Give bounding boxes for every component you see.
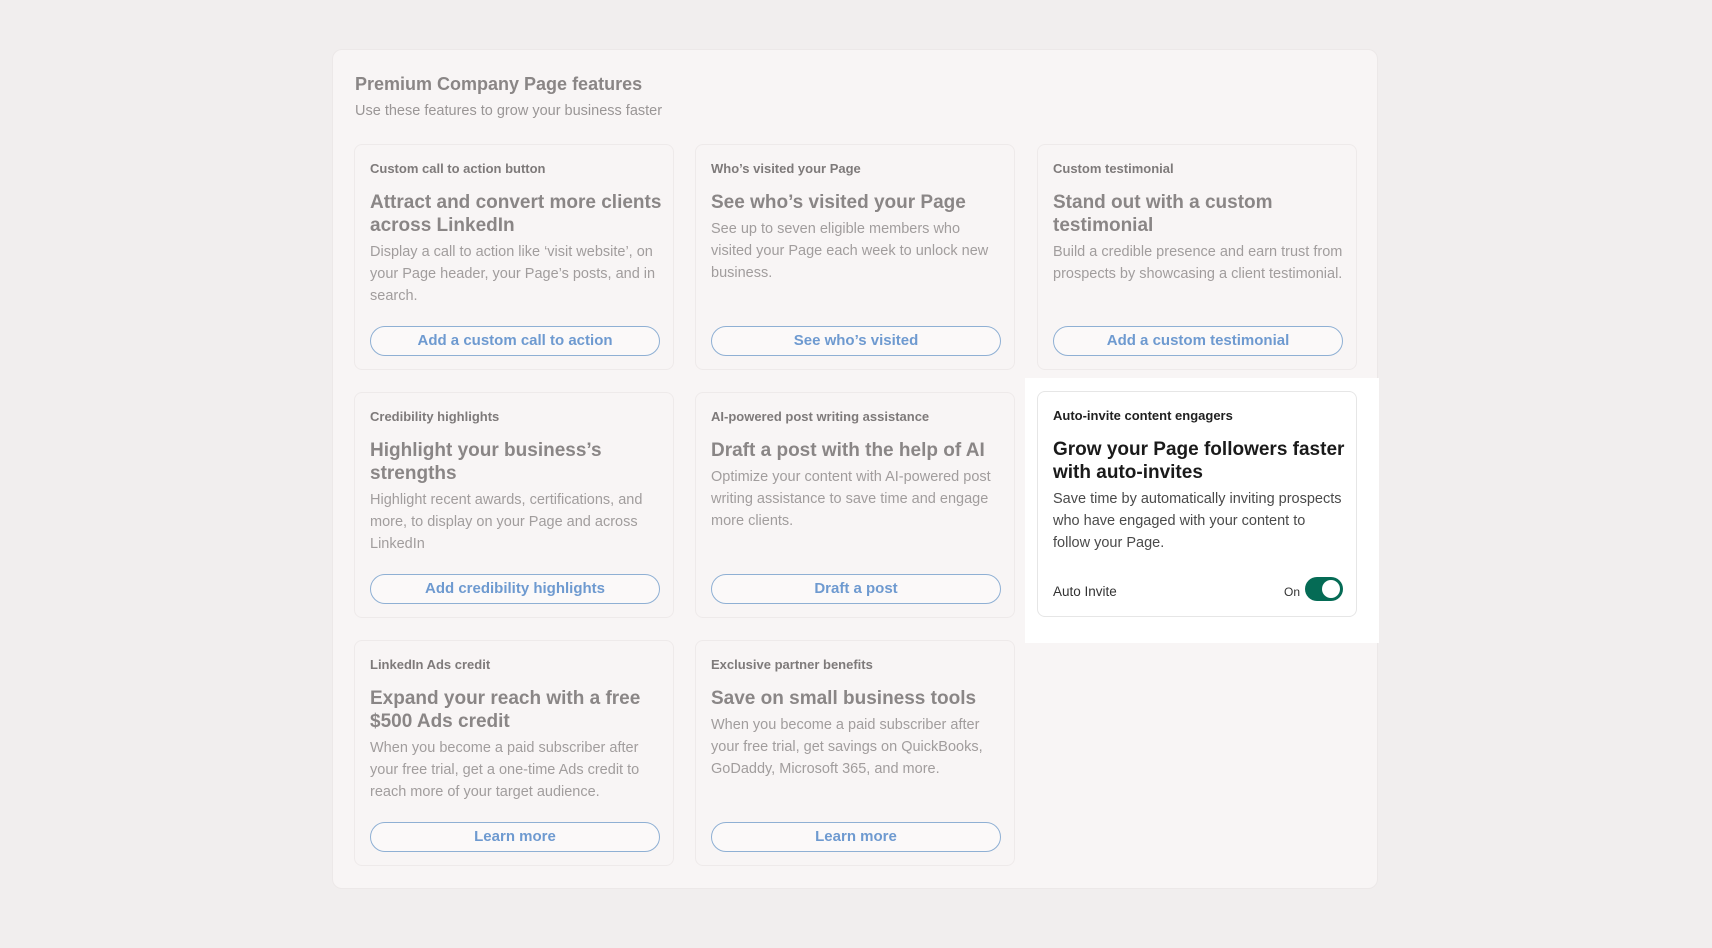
card-kicker: AI-powered post writing assistance — [711, 409, 930, 424]
card-kicker: Credibility highlights — [370, 409, 500, 424]
card-auto-invite — [1037, 391, 1357, 617]
auto-invite-label: Auto Invite — [1053, 584, 1117, 599]
card-kicker: LinkedIn Ads credit — [370, 657, 491, 672]
draft-a-post-button[interactable]: Draft a post — [711, 574, 1001, 604]
ads-credit-learn-more-button[interactable]: Learn more — [370, 822, 660, 852]
see-whos-visited-button[interactable]: See who’s visited — [711, 326, 1001, 356]
card-headline: Highlight your business’s strengths — [370, 440, 602, 484]
card-description: Display a call to action like ‘visit website’, on your Page header, your Page’s posts, and in search. — [370, 244, 656, 304]
card-description: Save time by automatically inviting prospects who have engaged with your content to follow your Page. — [1053, 491, 1342, 551]
panel-title: Premium Company Page features — [355, 74, 643, 94]
card-headline: Attract and convert more clients across LinkedIn — [370, 192, 662, 236]
card-headline: Stand out with a custom testimonial — [1053, 192, 1273, 236]
panel-subtitle: Use these features to grow your business faster — [355, 103, 663, 119]
toggle-knob — [1322, 580, 1340, 598]
card-custom-cta — [354, 144, 674, 370]
card-description: Highlight recent awards, certifications, and more, to display on your Page and across LinkedIn — [370, 492, 643, 552]
add-custom-testimonial-button[interactable]: Add a custom testimonial — [1053, 326, 1343, 356]
toggle-state-label: On — [1284, 585, 1301, 599]
card-headline: Grow your Page followers faster with auto-invites — [1053, 439, 1345, 483]
card-description: When you become a paid subscriber after your free trial, get a one-time Ads credit to reach more of your target audience. — [370, 740, 640, 800]
card-custom-testimonial — [1037, 144, 1357, 370]
card-kicker: Custom testimonial — [1053, 161, 1174, 176]
card-description: Optimize your content with AI-powered post writing assistance to save time and engage more clients. — [711, 469, 991, 529]
add-custom-cta-button[interactable]: Add a custom call to action — [370, 326, 660, 356]
card-kicker: Auto-invite content engagers — [1053, 408, 1233, 423]
card-description: Build a credible presence and earn trust from prospects by showcasing a client testimonial. — [1053, 244, 1343, 282]
auto-invite-toggle[interactable] — [1305, 577, 1343, 601]
card-description: See up to seven eligible members who visited your Page each week to unlock new business. — [711, 221, 989, 281]
add-credibility-highlights-button[interactable]: Add credibility highlights — [370, 574, 660, 604]
card-credibility-highlights — [354, 392, 674, 618]
card-ai-post-writing — [695, 392, 1015, 618]
card-headline: See who’s visited your Page — [711, 192, 966, 213]
card-kicker: Exclusive partner benefits — [711, 657, 873, 672]
partner-benefits-learn-more-button[interactable]: Learn more — [711, 822, 1001, 852]
card-description: When you become a paid subscriber after your free trial, get savings on QuickBooks, GoDaddy, Microsoft 365, and more. — [711, 717, 983, 777]
card-kicker: Who’s visited your Page — [711, 161, 861, 176]
card-kicker: Custom call to action button — [370, 161, 546, 176]
card-headline: Expand your reach with a free $500 Ads credit — [370, 688, 641, 732]
card-headline: Draft a post with the help of AI — [711, 440, 985, 461]
card-page-visitors — [695, 144, 1015, 370]
card-partner-benefits — [695, 640, 1015, 866]
card-headline: Save on small business tools — [711, 688, 977, 709]
card-ads-credit — [354, 640, 674, 866]
